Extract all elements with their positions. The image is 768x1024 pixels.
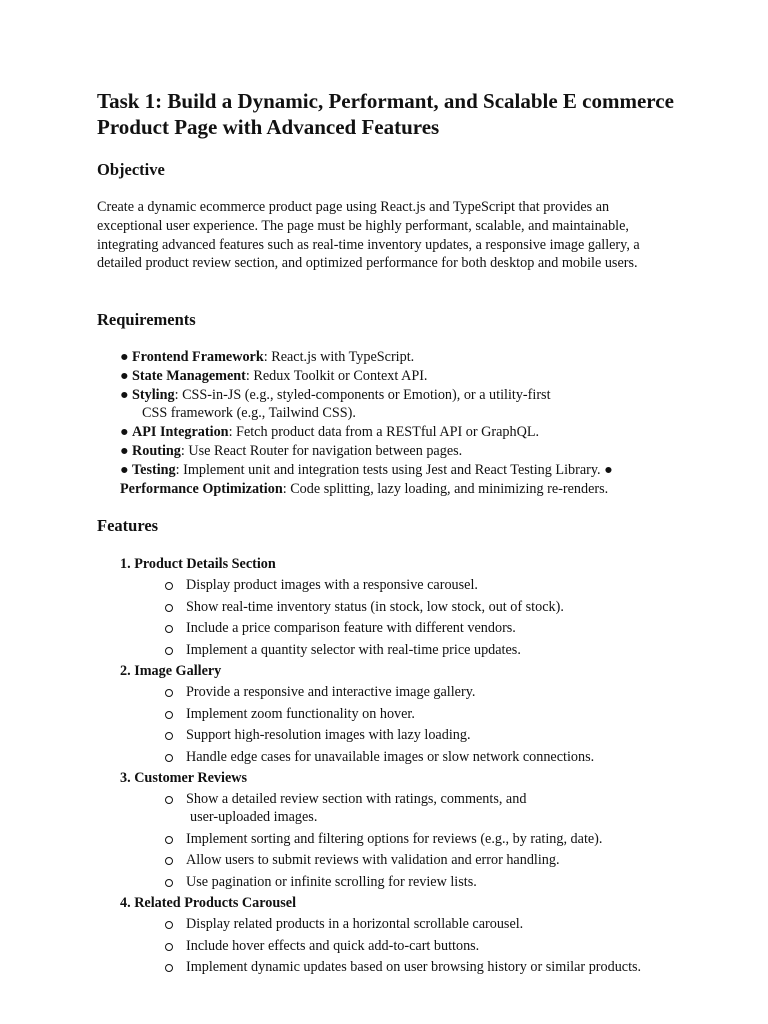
circle-bullet-icon — [165, 921, 173, 929]
requirement-item — [120, 423, 680, 442]
feature-item-text: Implement sorting and filtering options for reviews (e.g., by rating, date). — [186, 830, 603, 847]
feature-item-text: Implement zoom functionality on hover. — [186, 705, 415, 722]
requirement-desc-continued: CSS framework (e.g., Tailwind CSS). — [142, 405, 356, 422]
circle-bullet-icon — [165, 582, 173, 590]
circle-bullet-icon — [165, 754, 173, 762]
feature-section-title: 4. Related Products Carousel — [120, 895, 297, 911]
requirement-desc: : React.js with TypeScript. — [263, 349, 415, 365]
requirement-term: API Integration — [132, 424, 229, 441]
feature-section-title: 2. Image Gallery — [120, 663, 222, 679]
feature-item-text: Display related products in a horizontal scrollable carousel. — [186, 916, 524, 932]
circle-bullet-icon — [165, 857, 173, 865]
requirement-item — [120, 461, 680, 480]
bullet-icon: ● — [120, 367, 129, 384]
requirement-item — [120, 480, 680, 499]
circle-bullet-icon — [165, 836, 173, 844]
feature-sublist — [120, 576, 720, 659]
requirement-desc: : Redux Toolkit or Context API. — [245, 367, 428, 384]
feature-item-text: Use pagination or infinite scrolling for review lists. — [186, 873, 477, 890]
requirement-term: Performance Optimization — [120, 480, 283, 497]
bullet-icon: ● — [120, 349, 129, 365]
objective-heading: Objective — [97, 160, 165, 179]
circle-bullet-icon — [165, 711, 173, 719]
circle-bullet-icon — [165, 796, 173, 804]
requirement-term: Styling — [132, 386, 175, 403]
feature-section-title: 1. Product Details Section — [120, 556, 276, 572]
requirements-list — [120, 348, 680, 498]
requirement-item — [120, 442, 680, 461]
features-heading: Features — [97, 516, 159, 535]
feature-item-text: Display product images with a responsive carousel. — [186, 577, 478, 593]
requirements-heading: Requirements — [97, 310, 196, 329]
feature-item-text-continued: user-uploaded images. — [190, 809, 318, 825]
feature-item-text: Show a detailed review section with ratings, comments, and — [186, 791, 527, 807]
circle-bullet-icon — [165, 943, 173, 951]
feature-section — [120, 662, 720, 766]
features-list — [120, 555, 720, 980]
feature-item-text: Implement dynamic updates based on user browsing history or similar products. — [186, 959, 642, 975]
feature-item — [120, 830, 720, 848]
circle-bullet-icon — [165, 604, 173, 612]
requirement-item — [120, 367, 680, 386]
feature-item — [120, 915, 720, 933]
feature-section — [120, 769, 720, 891]
feature-item-text: Show real-time inventory status (in stock, low stock, out of stock). — [186, 598, 564, 615]
feature-sublist — [120, 790, 720, 891]
feature-item — [120, 619, 720, 637]
feature-item — [120, 873, 720, 891]
feature-section-title: 3. Customer Reviews — [120, 770, 248, 786]
feature-item-text: Provide a responsive and interactive image gallery. — [186, 684, 476, 700]
requirement-term: State Management — [132, 367, 246, 384]
bullet-icon: ● — [120, 461, 129, 478]
circle-bullet-icon — [165, 647, 173, 655]
requirement-item — [120, 348, 680, 367]
requirement-desc: : Fetch product data from a RESTful API or GraphQL. — [228, 424, 540, 441]
feature-item — [120, 851, 720, 869]
requirement-desc: : Implement unit and integration tests using Jest and React Testing Library. ● — [175, 461, 613, 478]
feature-sublist — [120, 683, 720, 766]
requirement-term: Testing — [132, 461, 176, 478]
feature-item-text: Allow users to submit reviews with validation and error handling. — [186, 852, 560, 868]
feature-item — [120, 598, 720, 616]
feature-item — [120, 790, 720, 826]
feature-item — [120, 641, 720, 659]
feature-section — [120, 894, 720, 976]
circle-bullet-icon — [165, 879, 173, 887]
feature-item — [120, 748, 720, 766]
feature-item-text: Handle edge cases for unavailable images or slow network connections. — [186, 748, 595, 765]
requirement-term: Frontend Framework — [132, 349, 264, 365]
requirement-desc: : CSS-in-JS (e.g., styled-components or Emotion), or a utility-first — [174, 386, 551, 403]
feature-sublist — [120, 915, 720, 976]
feature-item-text: Include hover effects and quick add-to-cart buttons. — [186, 937, 480, 954]
feature-item — [120, 576, 720, 594]
bullet-icon: ● — [120, 424, 129, 441]
circle-bullet-icon — [165, 625, 173, 633]
feature-item — [120, 937, 720, 955]
feature-item-text: Support high-resolution images with lazy loading. — [186, 727, 471, 743]
feature-item — [120, 726, 720, 744]
circle-bullet-icon — [165, 732, 173, 740]
feature-item — [120, 683, 720, 701]
bullet-icon: ● — [120, 386, 129, 403]
document-title: Task 1: Build a Dynamic, Performant, and Scalable E commerce Product Page with Advanced Features — [97, 89, 674, 139]
circle-bullet-icon — [165, 964, 173, 972]
requirement-item — [120, 386, 680, 424]
objective-paragraph: Create a dynamic ecommerce product page using React.js and TypeScript that provides an exceptional user experience. The page must be highly performant, scalable, and maintainable, integrating advanced features such as real-time inventory updates, a responsive image gallery, a detailed product review section, and optimized performance for both desktop and mobile users. — [97, 199, 640, 272]
feature-item — [120, 705, 720, 723]
requirement-desc: : Use React Router for navigation between pages. — [180, 442, 463, 459]
bullet-icon: ● — [120, 442, 129, 459]
feature-item — [120, 958, 720, 976]
feature-item-text: Include a price comparison feature with different vendors. — [186, 620, 516, 636]
requirement-desc: : Code splitting, lazy loading, and minimizing re-renders. — [282, 480, 609, 497]
circle-bullet-icon — [165, 689, 173, 697]
feature-section — [120, 555, 720, 659]
feature-item-text: Implement a quantity selector with real-time price updates. — [186, 641, 521, 658]
requirement-term: Routing — [132, 442, 181, 459]
